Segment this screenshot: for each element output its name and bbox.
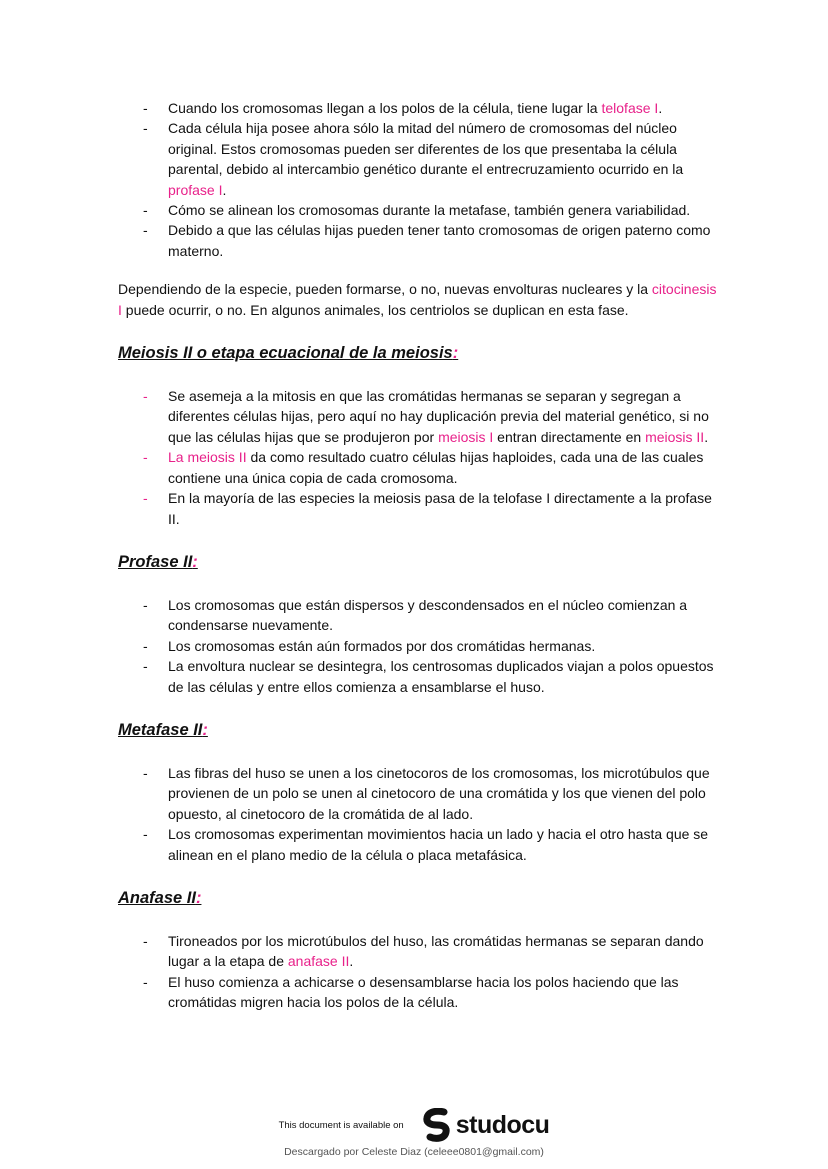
list-item: - El huso comienza a achicarse o desensamblarse hacia los polos haciendo que las cromátidas migren hacia los polos de la célula. <box>143 973 679 1011</box>
list-item: - Tironeados por los microtúbulos del huso, las cromátidas hermanas se separan dando lugar a la etapa de anafase II. <box>143 932 704 970</box>
studocu-logo[interactable] <box>422 1108 550 1142</box>
highlight-term: profase I <box>168 181 223 198</box>
list-item: - En la mayoría de las especies la meiosis pasa de la telofase I directamente a la profase II. <box>143 490 712 527</box>
footer <box>0 1108 828 1158</box>
telofase-list <box>118 98 718 261</box>
highlight-term: La meiosis II <box>168 449 247 466</box>
list-item: - Se asemeja a la mitosis en que las cromátidas hermanas se separan y segregan a diferentes células hijas, pero aquí no hay duplicación previa del material genético, si no que las células hijas que se produjeron por meiosis I entran directamente en meiosis II. <box>143 388 709 445</box>
heading-meiosis-ii: Meiosis II o etapa ecuacional de la meiosis: <box>118 344 459 363</box>
paragraph-citocinesis: Dependiendo de la especie, pueden formarse, o no, nuevas envolturas nucleares y la citocinesis I puede ocurrir, o no. En algunos animales, los centriolos se duplican en esta fase. <box>118 281 717 318</box>
anafase-ii-list <box>118 931 718 1013</box>
document-page <box>118 98 718 1013</box>
available-on-text: This document is available on <box>278 1119 404 1131</box>
list-item: - Cada célula hija posee ahora sólo la mitad del número de cromosomas del núcleo original. Estos cromosomas pueden ser diferentes de los que presentaba la célula parental, debido al intercambio genético durante el entrecruzamiento ocurrido en la profase I. <box>143 120 684 198</box>
highlight-term: meiosis II <box>645 428 705 445</box>
highlight-term: citocinesis I <box>118 281 717 318</box>
list-item: - La envoltura nuclear se desintegra, los centrosomas duplicados viajan a polos opuestos de las células y entre ellos comienza a ensamblarse el huso. <box>143 658 714 695</box>
highlight-term: telofase I <box>601 100 659 116</box>
list-item: - Los cromosomas que están dispersos y descondensados en el núcleo comienzan a condensarse nuevamente. <box>143 596 688 634</box>
heading-anafase-ii: Anafase II: <box>118 888 202 907</box>
studocu-wordmark: studocu <box>455 1110 550 1139</box>
meiosis-ii-list <box>118 386 718 529</box>
profase-ii-list <box>118 595 718 697</box>
list-item: - Cómo se alinean los cromosomas durante la metafase, también genera variabilidad. <box>143 202 691 219</box>
metafase-ii-list <box>118 763 718 865</box>
downloaded-by-text: Descargado por Celeste Diaz (celeee0801@gmail.com) <box>284 1146 544 1158</box>
list-item: - Cuando los cromosomas llegan a los polos de la célula, tiene lugar la telofase I. <box>143 100 663 116</box>
highlight-term: anafase II <box>287 953 350 970</box>
studocu-icon <box>422 1108 452 1142</box>
list-item: - La meiosis II da como resultado cuatro células hijas haploides, cada una de las cuales contiene una única copia de cada cromosoma. <box>143 449 704 486</box>
highlight-term: meiosis I <box>438 428 494 445</box>
list-item: - Las fibras del huso se unen a los cinetocoros de los cromosomas, los microtúbulos que provienen de un polo se unen al cinetocoro de una cromátida y los que vienen del polo opuesto, al cinetocoro de la cromátida de al lado. <box>143 764 710 822</box>
list-item: - Los cromosomas están aún formados por dos cromátidas hermanas. <box>143 637 596 654</box>
list-item: - Los cromosomas experimentan movimientos hacia un lado y hacia el otro hasta que se alinean en el plano medio de la célula o placa metafásica. <box>143 826 709 863</box>
heading-profase-ii: Profase II: <box>118 552 198 571</box>
list-item: - Debido a que las células hijas pueden tener tanto cromosomas de origen paterno como materno. <box>143 222 711 259</box>
heading-metafase-ii: Metafase II: <box>118 720 208 739</box>
